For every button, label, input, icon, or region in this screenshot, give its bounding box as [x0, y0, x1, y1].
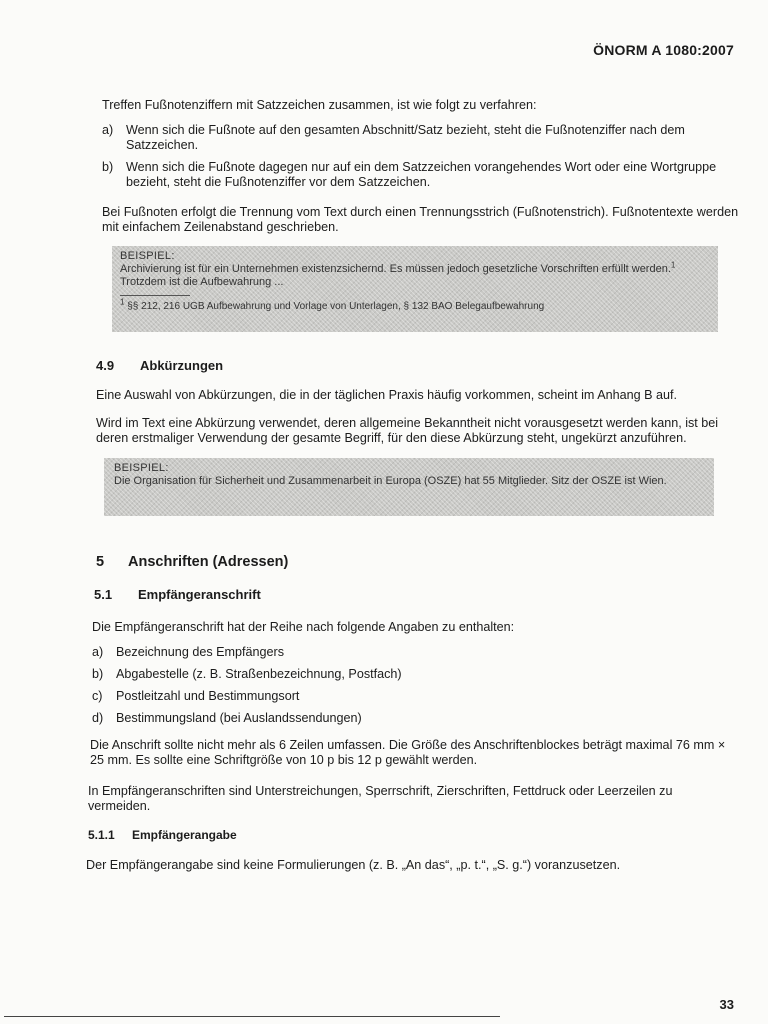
footnote-rule-a — [102, 123, 737, 152]
section-4-9-heading — [96, 358, 223, 373]
example-box-footnote — [112, 246, 718, 332]
list-label: a) — [102, 123, 114, 137]
section-5-1-1-heading — [88, 828, 237, 842]
standard-header: ÖNORM A 1080:2007 — [593, 42, 734, 58]
section-number: 5.1.1 — [88, 828, 115, 842]
section-title: Empfängeranschrift — [138, 587, 261, 602]
list-label: b) — [92, 667, 104, 681]
address-item-a — [92, 645, 592, 660]
example-box-abbreviation — [104, 458, 714, 516]
abbreviations-paragraph-2: Wird im Text eine Abkürzung verwendet, deren allgemeine Bekanntheit nicht vorausgesetzt werden kann, ist bei deren erstmaliger Verwendung der gesamte Begriff, für den diese Abkürzung steht, ungekürzt anzuführen. — [96, 416, 719, 445]
list-text: Bezeichnung des Empfängers — [116, 645, 285, 659]
footnote-separator — [120, 295, 190, 296]
example-text: Archivierung ist für ein Unternehmen existenzsichernd. Es müssen jedoch gesetzliche Vorschriften erfüllt werden.$^1$ Trotzdem ist die Aufbewahrung ... — [120, 260, 676, 288]
footnote-rule-b — [102, 160, 737, 189]
list-label: c) — [92, 689, 103, 703]
section-title: Abkürzungen — [140, 358, 224, 373]
footer-rule — [4, 1016, 500, 1017]
section-5-heading — [96, 554, 288, 570]
recipient-paragraph: Der Empfängerangabe sind keine Formulierungen (z. B. „An das“, „p. t.“, „S. g.“) voranzusetzen. — [86, 858, 621, 872]
example-label: BEISPIEL: — [114, 462, 169, 474]
address-intro: Die Empfängeranschrift hat der Reihe nach folgende Angaben zu enthalten: — [92, 620, 515, 634]
address-item-d — [92, 711, 592, 726]
list-text: Wenn sich die Fußnote dagegen nur auf ein dem Satzzeichen vorangehendes Wort oder eine Wortgruppe bezieht, steht die Fußnotenziffer vor dem Satzzeichen. — [126, 160, 717, 189]
address-avoid-paragraph: In Empfängeranschriften sind Unterstreichungen, Sperrschrift, Zierschriften, Fettdruck oder Leerzeilen zu vermeiden. — [88, 784, 673, 813]
intro-paragraph: Treffen Fußnotenziffern mit Satzzeichen zusammen, ist wie folgt zu verfahren: — [102, 98, 537, 112]
section-number: 5 — [96, 554, 105, 570]
section-number: 4.9 — [96, 358, 115, 373]
section-title: Anschriften (Adressen) — [128, 554, 289, 570]
section-number: 5.1 — [94, 587, 113, 602]
page-number: 33 — [719, 997, 734, 1012]
list-label: a) — [92, 645, 104, 659]
address-size-paragraph: Die Anschrift sollte nicht mehr als 6 Zeilen umfassen. Die Größe des Anschriftenblockes beträgt maximal 76 mm × 25 mm. Es sollte eine Schriftgröße von 10 p bis 12 p gewählt werden. — [90, 738, 726, 767]
abbreviations-paragraph-1: Eine Auswahl von Abkürzungen, die in der täglichen Praxis häufig vorkommen, scheint im Anhang B auf. — [96, 388, 678, 402]
list-text: Bestimmungsland (bei Auslandssendungen) — [116, 711, 362, 725]
list-label: d) — [92, 711, 104, 725]
separation-paragraph: Bei Fußnoten erfolgt die Trennung vom Text durch einen Trennungsstrich (Fußnotenstrich). Fußnotentexte werden mit einfachem Zeilenabstand geschrieben. — [102, 205, 739, 234]
list-label: b) — [102, 160, 114, 174]
list-text: Postleitzahl und Bestimmungsort — [116, 689, 300, 703]
example-text: Die Organisation für Sicherheit und Zusammenarbeit in Europa (OSZE) hat 55 Mitglieder. Sitz der OSZE ist Wien. — [114, 475, 667, 487]
example-label: BEISPIEL: — [120, 250, 175, 262]
address-item-b — [92, 667, 592, 682]
example-footnote: $^1$ §§ 212, 216 UGB Aufbewahrung und Vorlage von Unterlagen, § 132 BAO Belegaufbewahrung — [120, 297, 545, 312]
address-item-c — [92, 689, 592, 704]
list-text: Abgabestelle (z. B. Straßenbezeichnung, Postfach) — [116, 667, 402, 681]
section-title: Empfängerangabe — [132, 828, 237, 842]
list-text: Wenn sich die Fußnote auf den gesamten Abschnitt/Satz bezieht, steht die Fußnotenziffer nach dem Satzzeichen. — [126, 123, 685, 152]
footnote-marker: 1 — [670, 260, 676, 270]
section-5-1-heading — [94, 587, 261, 602]
